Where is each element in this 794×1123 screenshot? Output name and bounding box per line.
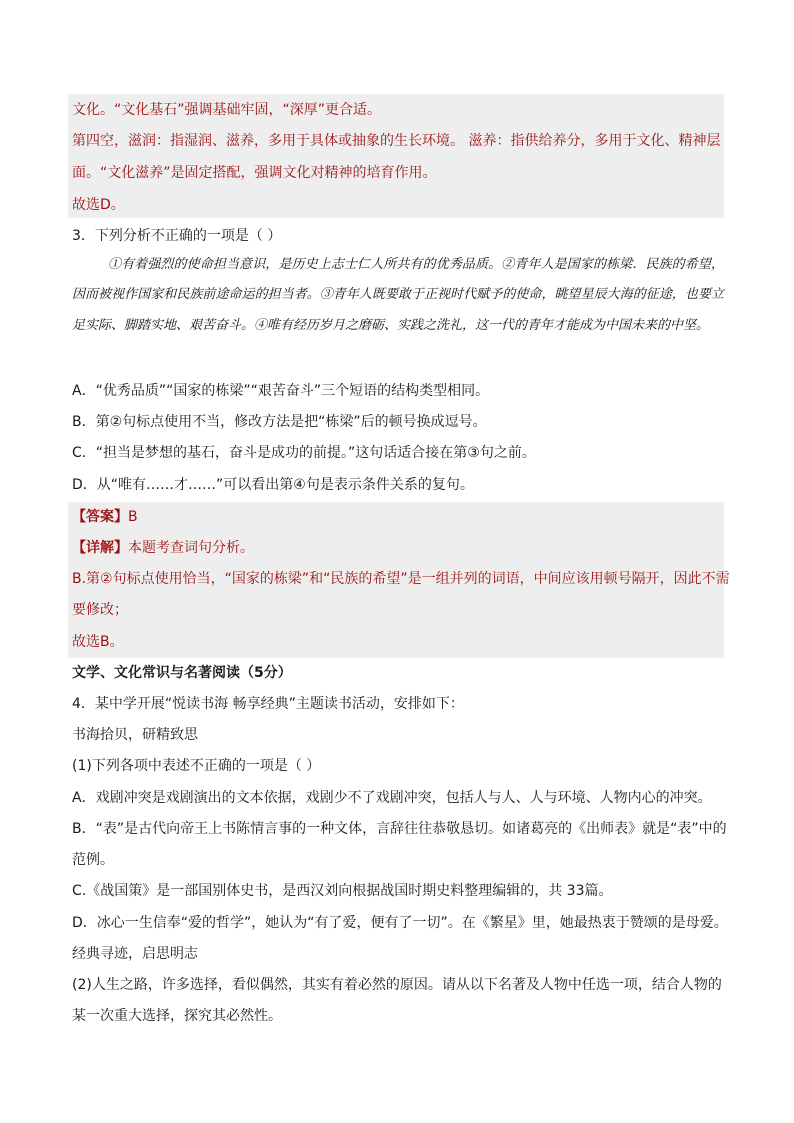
question-3-option-d: D．从“唯有……才……”可以看出第④句是表示条件关系的复句。 xyxy=(72,477,474,493)
answer-conclusion: 故选D。 xyxy=(72,197,125,213)
question-4-option-b-cont: 范例。 xyxy=(72,852,114,868)
answer-value: B xyxy=(128,509,138,525)
explanation-line: 要修改； xyxy=(72,602,128,618)
question-4-subheading: 书海拾贝，研精致思 xyxy=(72,727,198,743)
question-4-option-c: C.《战国策》是一部国别体史书，是西汉刘向根据战国时期史料整理编辑的，共 33篇。 xyxy=(72,883,613,899)
question-4-sub-question: (2)人生之路，许多选择，看似偶然，其实有着必然的原因。请从以下名著及人物中任选一项，结合人物的 xyxy=(72,977,722,993)
question-4-option-b: B．“表”是古代向帝王上书陈情言事的一种文体，言辞往往恭敬恳切。如诸葛亮的《出师表》就是“表”中的 xyxy=(72,821,727,837)
question-4-option-a: A．戏剧冲突是戏剧演出的文本依据，戏剧少不了戏剧冲突，包括人与人、人与环境、人物内心的冲突。 xyxy=(72,790,712,806)
question-3-option-c: C．“担当是梦想的基石，奋斗是成功的前提。”这句话适合接在第③句之前。 xyxy=(72,445,536,461)
answer-text-line: 文化。“文化基石”强调基础牢固，“深厚”更合适。 xyxy=(72,102,382,118)
question-3-passage: ①有着强烈的使命担当意识，是历史上志士仁人所共有的优秀品质。②青年人是国家的栋梁．民族的希望，因而被视作国家和民族前途命运的担当者。③青年人既要敢于正视时代赋予的使命，眺望星辰大海的征途，也要立足实际、脚踏实地、艰苦奋斗。④唯有经历岁月之磨砺、实践之洗礼，这一代的青年才能成为中国未来的中坚。 xyxy=(72,257,724,333)
question-3-stem: 3．下列分析不正确的一项是（ ） xyxy=(72,228,282,244)
detail-text: 本题考查词句分析。 xyxy=(128,540,254,556)
answer-text-line: 第四空，滋润：指湿润、滋养，多用于具体或抽象的生长环境。 滋养：指供给养分，多用于文化、精神层 xyxy=(72,133,721,149)
answer-row xyxy=(72,507,138,527)
question-4-sub-question: (1)下列各项中表述不正确的一项是（ ） xyxy=(72,758,321,774)
question-4-subheading: 经典寻迹，启思明志 xyxy=(72,946,198,962)
section-heading: 文学、文化常识与名著阅读（5分） xyxy=(72,665,292,681)
question-4-option-d: D．冰心一生信奉“爱的哲学”，她认为“有了爱，便有了一切”。在《繁星》里，她最热衷于赞颂的是母爱。 xyxy=(72,915,728,931)
question-3-option-a: A．“优秀品质”“国家的栋梁”“艰苦奋斗”三个短语的结构类型相同。 xyxy=(72,383,490,399)
question-3-option-b: B．第②句标点使用不当，修改方法是把“栋梁”后的顿号换成逗号。 xyxy=(72,414,487,430)
detail-row xyxy=(72,538,254,558)
answer-label: 【答案】 xyxy=(72,509,128,525)
answer-text-line: 面。“文化滋养”是固定搭配，强调文化对精神的培育作用。 xyxy=(72,165,437,181)
question-4-sub-question-cont: 某一次重大选择，探究其必然性。 xyxy=(72,1008,282,1024)
question-4-stem: 4．某中学开展“悦读书海 畅享经典”主题读书活动，安排如下： xyxy=(72,696,464,712)
explanation-line: B.第②句标点使用恰当，“国家的栋梁”和“民族的希望”是一组并列的词语，中间应该用顿号隔开，因此不需 xyxy=(72,571,730,587)
detail-label: 【详解】 xyxy=(72,540,128,556)
answer-conclusion: 故选B。 xyxy=(72,634,124,650)
